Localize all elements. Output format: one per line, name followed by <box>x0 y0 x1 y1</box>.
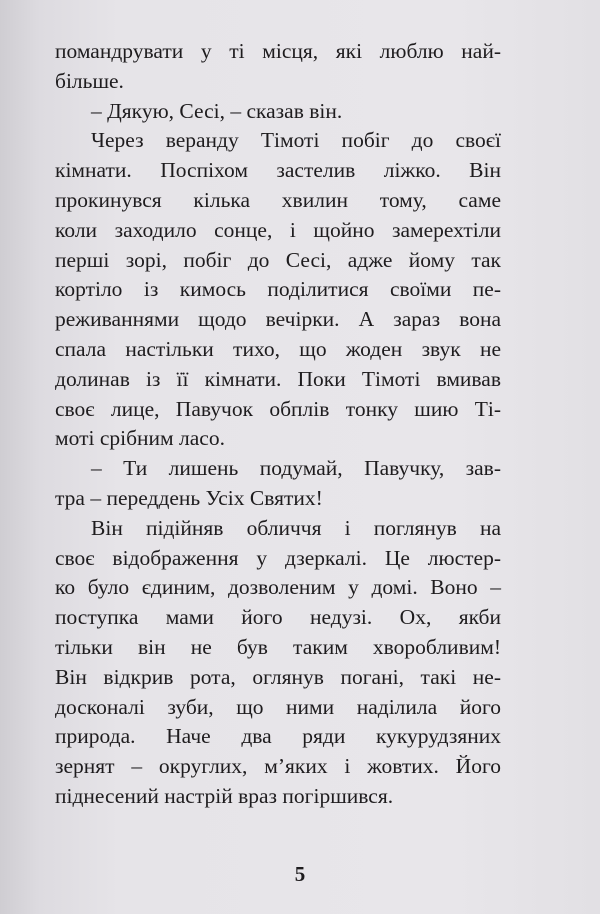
text-line: природа. Наче два ряди кукурудзяних <box>55 724 501 749</box>
text-line: більше. <box>55 68 124 93</box>
text-line: перші зорі, побіг до Сесі, адже йому так <box>55 247 501 272</box>
text-line: долинав із її кімнати. Поки Тімоті вмивав <box>55 366 501 391</box>
body-text <box>55 37 501 812</box>
text-line: тільки він не був таким хворобливим! <box>55 634 501 659</box>
text-line: моті срібним ласо. <box>55 426 225 451</box>
text-line: своє відображення у дзеркалі. Це люстер- <box>55 545 501 570</box>
text-line: реживаннями щодо вечірки. А зараз вона <box>55 307 501 332</box>
text-line: коли заходило сонце, і щойно замерехтіли <box>55 217 501 242</box>
text-line: тра – переддень Усіх Святих! <box>55 485 323 510</box>
text-line: Через веранду Тімоті побіг до своєї <box>91 128 501 153</box>
text-line: – Дякую, Сесі, – сказав він. <box>91 98 343 123</box>
text-line: Він відкрив рота, оглянув погані, такі не- <box>55 664 501 689</box>
text-line: зернят – округлих, м’яких і жовтих. Його <box>55 754 501 779</box>
text-line: поступка мами його недузі. Ох, якби <box>55 605 501 630</box>
text-line: спала настільки тихо, що жоден звук не <box>55 336 501 361</box>
text-line: помандрувати у ті місця, які люблю най- <box>55 39 501 63</box>
text-line: піднесений настрій враз погіршився. <box>55 783 394 808</box>
text-line: досконалі зуби, що ними наділила його <box>55 694 501 719</box>
page-number: 5 <box>294 862 306 886</box>
text-line: кортіло із кимось поділитися своїми пе- <box>55 277 501 302</box>
text-line: кімнати. Поспіхом застелив ліжко. Він <box>55 158 501 183</box>
text-line: своє лице, Павучок обплів тонку шию Ті- <box>55 396 501 421</box>
text-line: прокинувся кілька хвилин тому, саме <box>55 187 501 212</box>
text-line: ко було єдиним, дозволеним у домі. Воно – <box>55 575 501 600</box>
text-line: Він підійняв обличчя і поглянув на <box>91 515 501 540</box>
text-line: – Ти лишень подумай, Павучку, зав- <box>91 456 501 481</box>
